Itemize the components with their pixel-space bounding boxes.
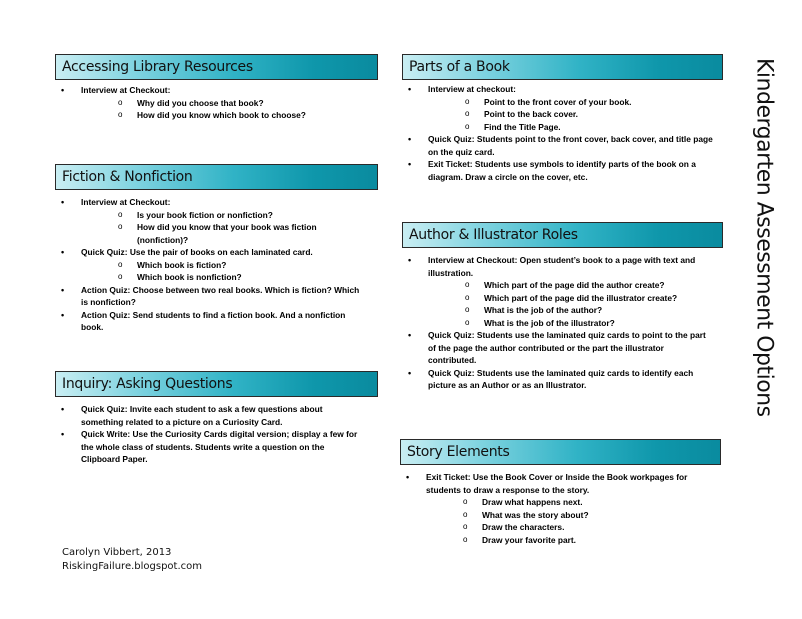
sub-list-item: o Which book is nonfiction? <box>81 271 361 284</box>
list-item: • Quick Quiz: Students use the laminated quiz cards to point to the part of the page the author contributed or the part the illustrator contributed. <box>408 329 714 367</box>
list-item: • Quick Write: Use the Curiosity Cards digital version; display a few for the whole class of students. Students write a question on the Clipboard Paper. <box>61 428 361 466</box>
section-header <box>402 54 723 80</box>
sub-list-item: o Find the Title Page. <box>428 121 714 134</box>
sub-list-item: o Point to the front cover of your book. <box>428 96 714 109</box>
page-title-text: Kindergarten Assessment Options <box>751 58 777 417</box>
list-item: • Exit Ticket: Students use symbols to identify parts of the book on a diagram. Draw a circle on the cover, etc. <box>408 158 714 183</box>
sub-list-item: o How did you know that your book was fiction (nonfiction)? <box>81 221 361 246</box>
list-item: • Quick Quiz: Use the pair of books on each laminated card. o Which book is fiction? o Which book is nonfiction? <box>61 246 361 284</box>
section-title: Inquiry: Asking Questions <box>62 376 233 392</box>
list-item: • Quick Quiz: Students use the laminated quiz cards to identify each picture as an Author or as an Illustrator. <box>408 367 714 392</box>
section-header <box>55 54 378 80</box>
list-item: • Exit Ticket: Use the Book Cover or Inside the Book workpages for students to draw a response to the story. o Draw what happens next. o What was the story about? o Draw the characters. o Draw your favorite part. <box>406 471 712 546</box>
section-title: Story Elements <box>407 444 510 460</box>
list-item: • Action Quiz: Send students to find a fiction book. And a nonfiction book. <box>61 309 361 334</box>
section-title: Fiction & Nonfiction <box>62 169 193 185</box>
list-item: • Interview at Checkout: o Is your book fiction or nonfiction? o How did you know that your book was fiction (nonfiction)? <box>61 196 361 246</box>
sub-list-item: o What is the job of the author? <box>428 304 714 317</box>
section-title: Author & Illustrator Roles <box>409 227 578 243</box>
section-accessing-library-resources <box>55 54 378 122</box>
credit-author: Carolyn Vibbert, 2013 <box>62 547 172 558</box>
section-story-elements <box>400 439 721 546</box>
sub-list-item: o What is the job of the illustrator? <box>428 317 714 330</box>
sub-list-item: o Draw what happens next. <box>426 496 712 509</box>
section-title: Parts of a Book <box>409 59 510 75</box>
sub-list-item: o Which part of the page did the illustrator create? <box>428 292 714 305</box>
list-item: • Action Quiz: Choose between two real books. Which is fiction? Which is nonfiction? <box>61 284 361 309</box>
sub-list-item: o Draw the characters. <box>426 521 712 534</box>
sub-list-item: o Point to the back cover. <box>428 108 714 121</box>
sub-list-item: o Why did you choose that book? <box>81 97 361 110</box>
section-parts-of-a-book <box>402 54 723 183</box>
list-item: • Interview at Checkout: o Why did you choose that book? o How did you know which book to choose? <box>61 84 361 122</box>
author-credit <box>62 546 202 574</box>
list-item: • Quick Quiz: Students point to the front cover, back cover, and title page on the quiz card. <box>408 133 714 158</box>
section-header <box>400 439 721 465</box>
list-item: • Interview at Checkout: Open student’s book to a page with text and illustration. o Which part of the page did the author create? o Which part of the page did the illustrator create? o What is the job of the author? o What is the job of the illustrator? <box>408 254 714 329</box>
sub-list-item: o Is your book fiction or nonfiction? <box>81 209 361 222</box>
section-author-illustrator-roles <box>402 222 723 392</box>
sub-list-item: o Which part of the page did the author create? <box>428 279 714 292</box>
page-title <box>743 58 785 417</box>
section-fiction-nonfiction <box>55 164 378 334</box>
list-item: • Interview at checkout: o Point to the front cover of your book. o Point to the back cover. o Find the Title Page. <box>408 83 714 133</box>
sub-list-item: o Draw your favorite part. <box>426 534 712 547</box>
section-header <box>55 164 378 190</box>
list-item: • Quick Quiz: Invite each student to ask a few questions about something related to a picture on a Curiosity Card. <box>61 403 361 428</box>
section-title: Accessing Library Resources <box>62 59 253 75</box>
credit-site: RiskingFailure.blogspot.com <box>62 561 202 572</box>
section-header <box>55 371 378 397</box>
sub-list-item: o What was the story about? <box>426 509 712 522</box>
section-header <box>402 222 723 248</box>
section-inquiry-asking-questions <box>55 371 378 466</box>
sub-list-item: o Which book is fiction? <box>81 259 361 272</box>
sub-list-item: o How did you know which book to choose? <box>81 109 361 122</box>
